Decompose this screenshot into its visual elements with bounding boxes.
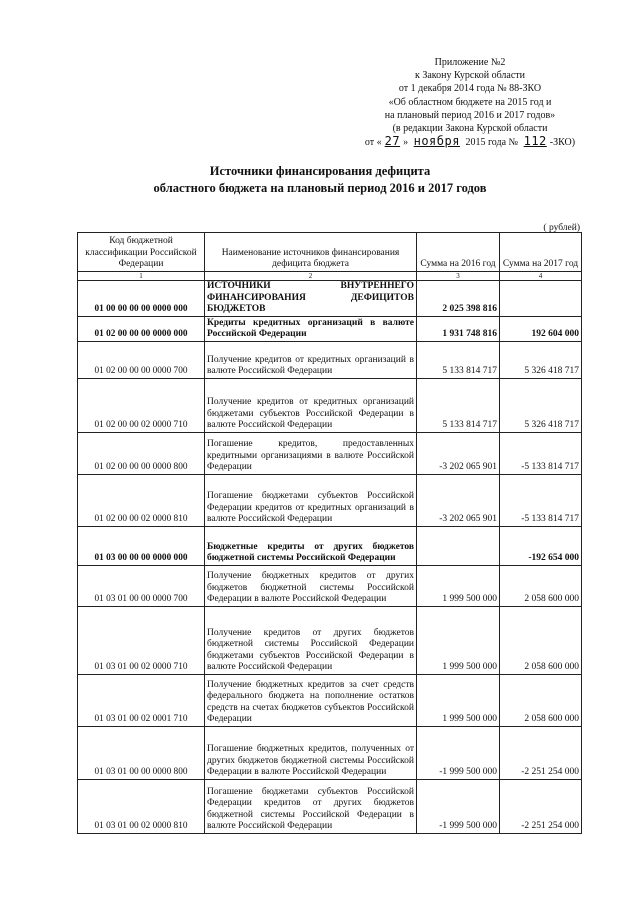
row-code: 01 02 00 00 00 0000 000 [78,317,205,342]
row-amount-2017: 2 058 600 000 [500,607,582,675]
row-amount-2017: 192 604 000 [500,317,582,342]
table-row [78,475,582,527]
row-name: ИСТОЧНИКИ ВНУТРЕННЕГО ФИНАНСИРОВАНИЯ ДЕФИЦИТОВ БЮДЖЕТОВ [205,281,417,317]
header-2016: Сумма на 2016 год [417,233,500,272]
budget-sources-table [77,232,582,834]
appendix-block [330,56,610,149]
table-row [78,675,582,727]
row-code: 01 02 00 00 00 0000 700 [78,342,205,379]
header-2017: Сумма на 2017 год [500,233,582,272]
document-title [80,163,560,196]
table-row [78,527,582,566]
date-year: 2015 года № [465,137,519,149]
row-amount-2017: -2 251 254 000 [500,727,582,780]
table-row [78,607,582,675]
row-amount-2016: 1 999 500 000 [417,675,500,727]
table-row [78,342,582,379]
row-amount-2016: -1 999 500 000 [417,780,500,834]
row-name: Погашение бюджетами субъектов Российской Федерации кредитов от других бюджетов бюджетной системы Российской Федерации в валюте Российской Федерации [205,780,417,834]
row-amount-2016: 5 133 814 717 [417,342,500,379]
handwritten-day: 27 [384,134,401,149]
row-code: 01 02 00 00 00 0000 800 [78,433,205,475]
row-name: Получение кредитов от кредитных организаций бюджетами субъектов Российской Федерации в валюте Российской Федерации [205,379,417,433]
row-name: Кредиты кредитных организаций в валюте Российской Федерации [205,317,417,342]
row-code: 01 03 01 00 02 0000 710 [78,607,205,675]
currency-note: ( рублей) [543,223,580,233]
table-row [78,433,582,475]
column-number-row [78,272,582,281]
row-code: 01 02 00 00 02 0000 810 [78,475,205,527]
row-amount-2017 [500,281,582,317]
row-code: 01 03 01 00 00 0000 800 [78,727,205,780]
table-row [78,317,582,342]
row-name: Получение кредитов от кредитных организаций в валюте Российской Федерации [205,342,417,379]
row-code: 01 03 00 00 00 0000 000 [78,527,205,566]
appendix-line: на плановый период 2016 и 2017 годов» [384,109,556,121]
table-row [78,379,582,433]
table-row [78,780,582,834]
row-amount-2017: 5 326 418 717 [500,379,582,433]
column-number: 1 [78,272,205,281]
row-amount-2017: 5 326 418 717 [500,342,582,379]
appendix-date-line [330,135,610,149]
date-suffix: -ЗКО) [549,137,576,149]
row-amount-2017: -5 133 814 717 [500,475,582,527]
row-amount-2016: 2 025 398 816 [417,281,500,317]
table-header-row [78,233,582,272]
row-amount-2016 [417,527,500,566]
row-name: Погашение бюджетами субъектов Российской Федерации кредитов от кредитных организаций в валюте Российской Федерации [205,475,417,527]
date-quote: » [403,137,409,149]
appendix-line: от 1 декабря 2014 года № 88-ЗКО [398,83,542,95]
row-amount-2017: -2 251 254 000 [500,780,582,834]
title-line: областного бюджета на плановый период 2016 и 2017 годов [153,180,487,195]
row-amount-2016: 1 931 748 816 [417,317,500,342]
row-amount-2017: -5 133 814 717 [500,433,582,475]
row-code: 01 00 00 00 00 0000 000 [78,281,205,317]
header-name: Наименование источников финансирования дефицита бюджета [205,233,417,272]
row-code: 01 03 01 00 02 0000 810 [78,780,205,834]
header-code: Код бюджетной классификации Российской Федерации [78,233,205,272]
row-amount-2016: -1 999 500 000 [417,727,500,780]
table-row [78,566,582,607]
title-line: Источники финансирования дефицита [209,164,431,178]
table-row [78,281,582,317]
row-name: Бюджетные кредиты от других бюджетов бюджетной системы Российской Федерации [205,527,417,566]
appendix-line: «Об областном бюджете на 2015 год и [388,96,552,108]
row-code: 01 03 01 00 00 0000 700 [78,566,205,607]
column-number: 4 [500,272,582,281]
row-code: 01 03 01 00 02 0001 710 [78,675,205,727]
row-amount-2017: 2 058 600 000 [500,675,582,727]
row-amount-2016: 1 999 500 000 [417,566,500,607]
appendix-line: к Закону Курской области [415,70,525,82]
date-prefix: от « [364,137,382,149]
row-amount-2017: -192 654 000 [500,527,582,566]
row-amount-2016: 1 999 500 000 [417,607,500,675]
column-number: 3 [417,272,500,281]
table-row [78,727,582,780]
handwritten-month: ноября [413,134,460,149]
handwritten-number: 112 [523,134,547,149]
appendix-line: (в редакции Закона Курской области [392,123,548,135]
appendix-line: Приложение №2 [434,57,506,68]
row-amount-2016: -3 202 065 901 [417,475,500,527]
row-name: Получение кредитов от других бюджетов бюджетной системы Российской Федерации бюджетами субъектов Российской Федерации в валюте Российской Федерации [205,607,417,675]
row-amount-2017: 2 058 600 000 [500,566,582,607]
row-amount-2016: -3 202 065 901 [417,433,500,475]
row-code: 01 02 00 00 02 0000 710 [78,379,205,433]
row-name: Погашение бюджетных кредитов, полученных от других бюджетов бюджетной системы Российской Федерации в валюте Российской Федерации [205,727,417,780]
column-number: 2 [205,272,417,281]
row-name: Погашение кредитов, предоставленных кредитными организациями в валюте Российской Федерации [205,433,417,475]
row-name: Получение бюджетных кредитов за счет средств федерального бюджета на пополнение остатков средств на счетах бюджетов субъектов Российской Федерации [205,675,417,727]
row-name: Получение бюджетных кредитов от других бюджетов бюджетной системы Российской Федерации в валюте Российской Федерации [205,566,417,607]
row-amount-2016: 5 133 814 717 [417,379,500,433]
